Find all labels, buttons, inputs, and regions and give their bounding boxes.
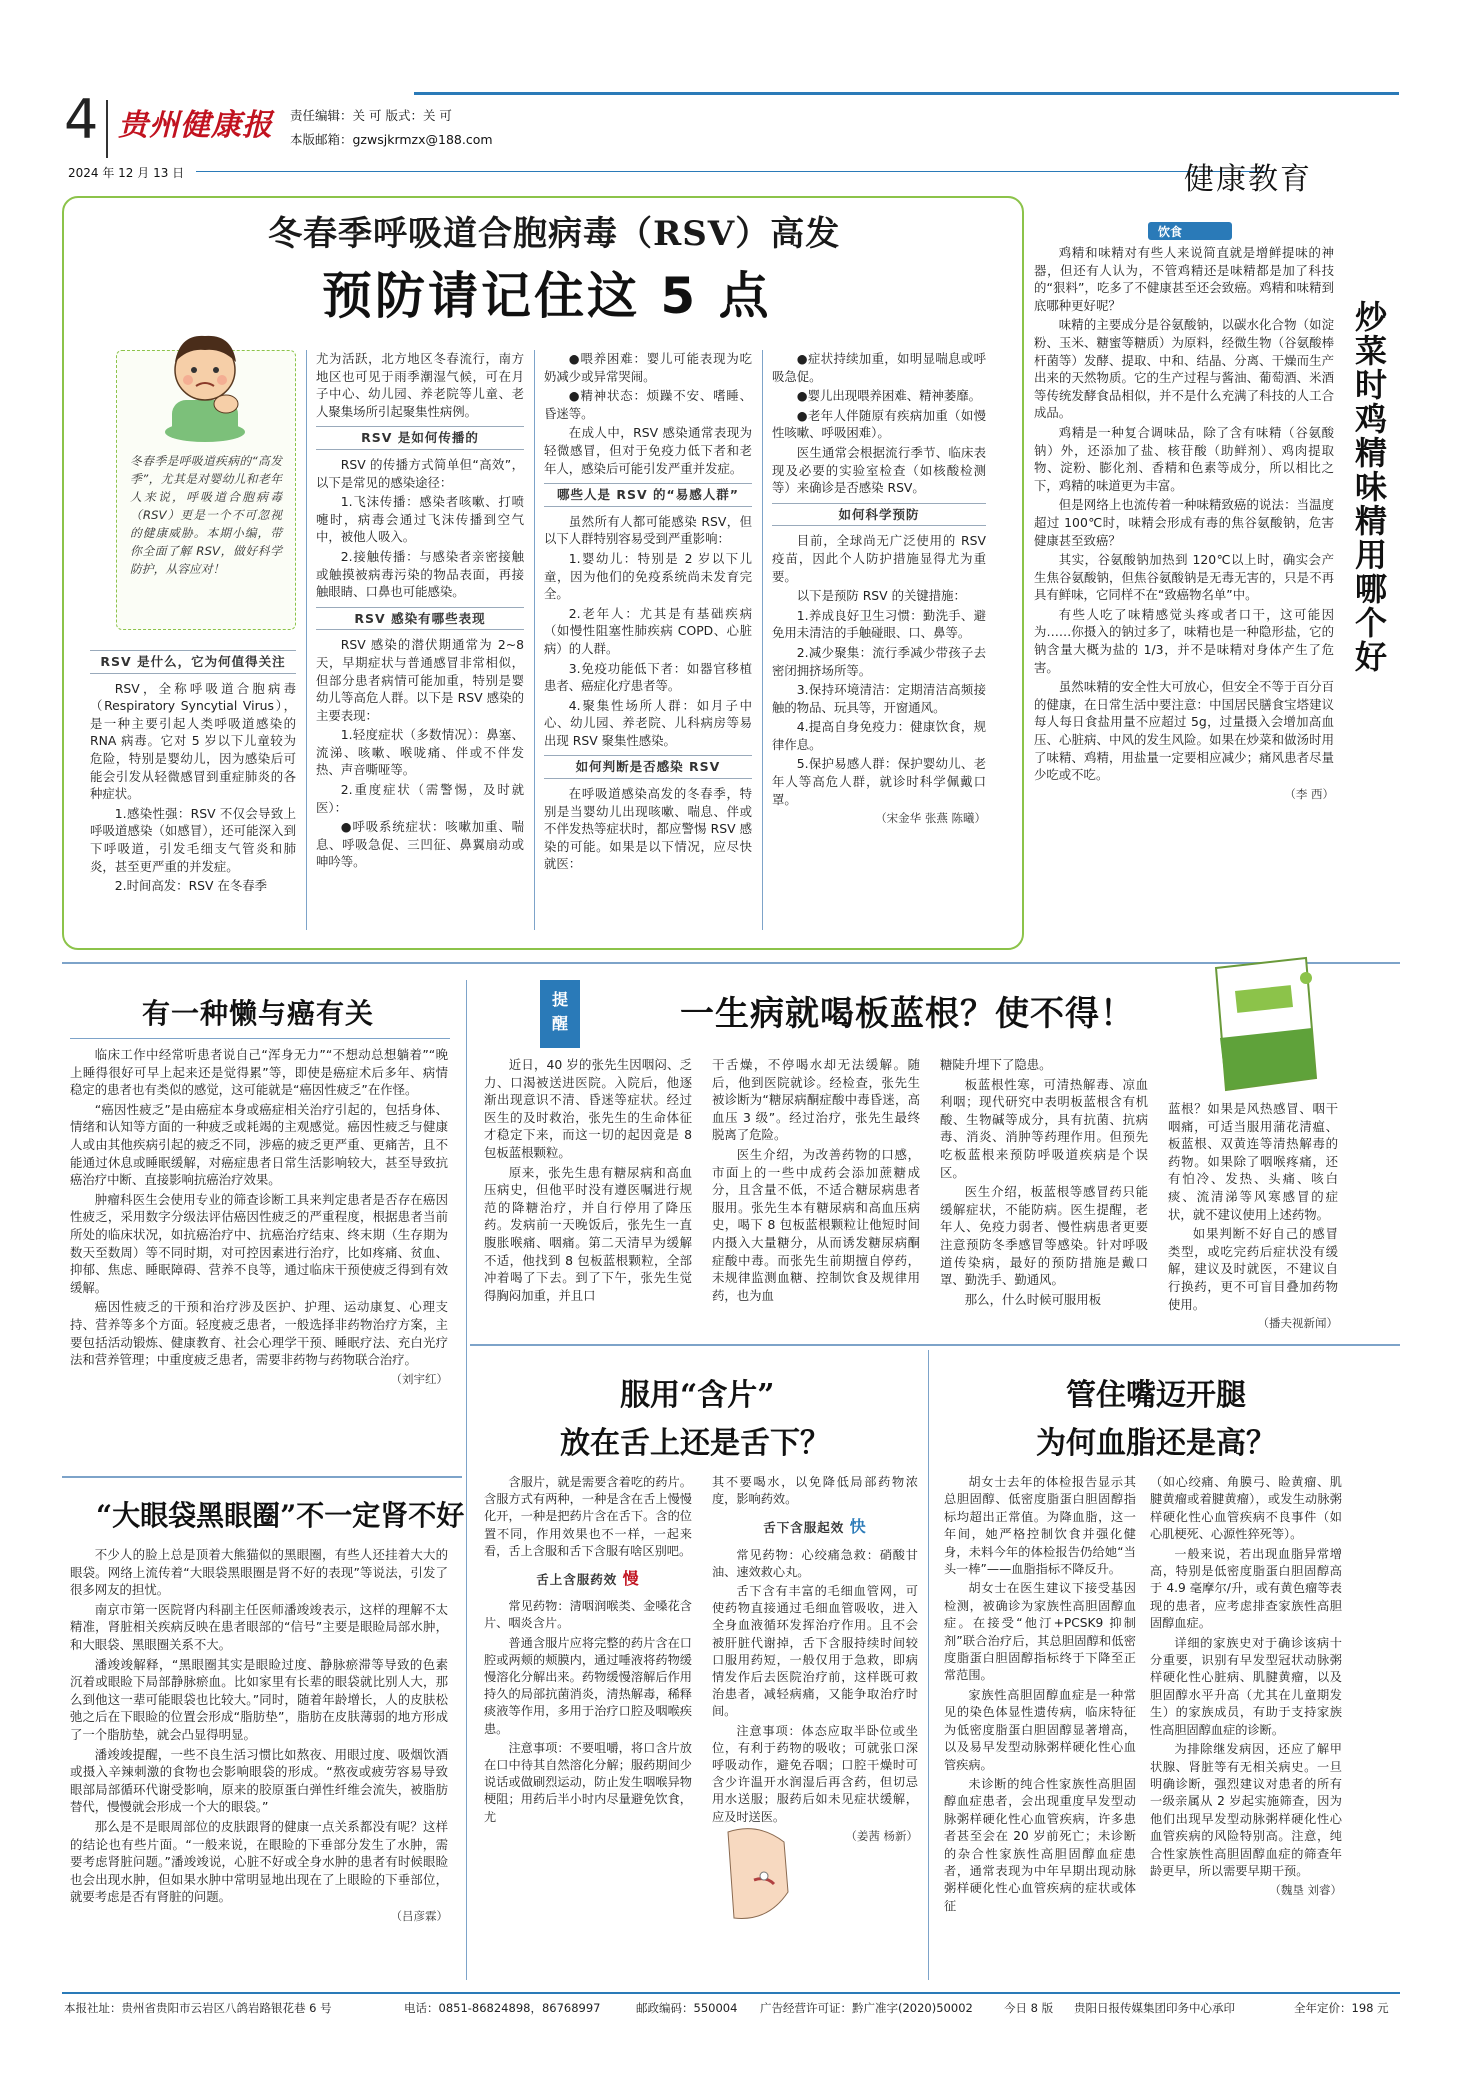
rsv-sec2-p: RSV 的传播方式简单但“高效”，以下是常见的感染途径： (316, 456, 524, 490)
date-line: 2024 年 12 月 13 日 (68, 166, 185, 180)
rsv-col3-p: ●喂养困难：婴儿可能表现为吃奶减少或异常哭闹。 (544, 351, 752, 384)
hanpian-p: 注意事项：体态应取半卧位或坐位，有利于药物的吸收；可就张口深呼吸动作，避免吞咽；口腔干燥时可含少许温开水润湿后再含药，但切忌用水送服；服药后如未见症状缓解，应及时送医。 (712, 1723, 918, 1824)
slow-head-tag: 慢 (622, 1569, 640, 1589)
rsv-sec6-p: 以下是预防 RSV 的关键措施： (796, 588, 966, 604)
chicken-p: 虽然味精的安全性大可放心，但安全不等于百分百的健康，在日常生活中要注意：中国居民膳食宝塔建议每人每日食盐用量不应超过 5g，过量摄入会增加高血压、心脏病、中风的发生风险。如果在炒菜和做汤时用了味精、鸡精，用盐量一定要相应减少；痛风患者尽量少吃或不吃。 (1034, 679, 1334, 783)
rsv-col4-p: ●婴儿出现喂养困难、精神萎靡。 (796, 388, 982, 404)
lazy-body (70, 1046, 448, 1388)
eyebag-byline: （吕彦霖） (390, 1908, 448, 1923)
hanpian-p: 常见药物：心绞痛急救：硝酸甘油、速效救心丸。 (712, 1547, 918, 1579)
lazy-p: 临床工作中经常听患者说自己“浑身无力”“不想动总想躺着”“晚上睡得很好可早上起来还是觉得累”等，即使是癌症术后多年、病情稳定的患者也有类似的感觉，这可能就是“癌因性疲乏”在作怪。 (70, 1047, 448, 1098)
banlangen-p: 医生介绍，为改善药物的口感，市面上的一些中成药会添加蔗糖成分，且含量不低，不适合糖尿病患者服用。张先生本有糖尿病和高血压病史，喝下 8 包板蓝根颗粒让他短时间内摄入大量糖分，从而诱发糖尿病酮症酸中毒。而张先生前期擅自停药，未规律监测血糖、控制饮食及规律用药，也为血 (712, 1146, 920, 1303)
rsv-sec6-p: 1.养成良好卫生习惯：勤洗手、避免用未清洁的手触碰眼、口、鼻等。 (772, 607, 986, 641)
rsv-sec4-head: 哪些人是 RSV 的“易感人群” (544, 483, 752, 507)
lipid-col1 (944, 1474, 1136, 1917)
chicken-p: 鸡精是一种复合调味品，除了含有味精（谷氨酸钠）外，还添加了盐、核苷酸（助鲜剂）、鸡肉提取物、淀粉、膨化剂、香精和色素等成分，所以相比之下，鸡精的味道更为丰富。 (1034, 424, 1334, 493)
hanpian-col1 (484, 1474, 692, 1828)
masthead-rule (196, 171, 1266, 172)
chicken-p: 鸡精和味精对有些人来说简直就是增鲜提味的神器，但还有人认为，不管鸡精还是味精都是加了科技的“狠料”，吃多了不健康甚至还会致癌。鸡精和味精到底哪种更好呢？ (1034, 245, 1334, 313)
rsv-col4-p: 医生通常会根据流行季节、临床表现及必要的实验室检查（如核酸检测等）来确诊是否感染 RSV。 (772, 444, 986, 496)
fast-head (712, 1518, 918, 1536)
lipid-col2 (1150, 1474, 1342, 1900)
banlangen-p: 近日，40 岁的张先生因咽闷、乏力、口渴被送进医院。入院后，他逐渐出现意识不清、昏迷等症状。经过医生的及时救治，张先生的生命体征才稳定下来，而这一切的起因竟是 8 包板蓝根颗粒。 (484, 1057, 692, 1160)
rsv-col2 (316, 350, 524, 873)
lipid-p: 胡女士去年的体检报告显示其总胆固醇、低密度脂蛋白胆固醇指标均超出正常值。为降血脂，这一年间，她严格控制饮食并强化健身，未料今年的体检报告仍给她“当头一棒”——血脂指标不降反升。 (944, 1475, 1136, 1577)
rsv-title-line2: 预防请记住这 5 点 (322, 267, 772, 325)
banlangen-p: 原来，张先生患有糖尿病和高血压病史，但他平时没有遵医嘱进行规范的降糖治疗，并自行停用了降压药。发病前一天晚饭后，张先生一直腹胀喉痛、咽痛。第二天清早为缓解不适，他找到 8 包板蓝根颗粒，全部冲着喝了下去。到了下午，张先生觉得胸闷加重，并且口 (484, 1164, 692, 1303)
rsv-sec2-p: 2.接触传播：与感染者亲密接触或触摸被病毒污染的物品表面，再接触眼睛、口鼻也可能感染。 (316, 548, 524, 600)
rsv-sec2-head: RSV 是如何传播的 (316, 426, 524, 450)
rsv-sec6-p: 5.保护易感人群：保护婴幼儿、老年人等高危人群，就诊时科学佩戴口罩。 (772, 756, 986, 807)
hanpian-p: 其不要喝水，以免降低局部药物浓度，影响药效。 (712, 1475, 918, 1507)
chicken-p: 但是网络上也流传着一种味精致癌的说法：当温度超过 100℃时，味精会形成有毒的焦谷氨酸钠，危害健康甚至致癌？ (1034, 497, 1334, 548)
rsv-sec3-head: RSV 感染有哪些表现 (316, 607, 524, 631)
rsv-sec4-p: 2.老年人：尤其是有基础疾病（如慢性阻塞性肺疾病 COPD、心脏病）的人群。 (544, 605, 752, 656)
chicken-body (1034, 244, 1334, 803)
rsv-col-divider (762, 350, 763, 930)
rsv-sec3-p: 2.重度症状（需警惕，及时就医）： (316, 782, 524, 815)
rsv-col4-p: ●症状持续加重，如明显喘息或呼吸急促。 (772, 351, 986, 384)
tablet-illustration (708, 1822, 800, 1932)
rsv-sec5-p: 在呼吸道感染高发的冬春季，特别是当婴幼儿出现咳嗽、喘息、伴或不伴发热等症状时，都应警惕 RSV 感染的可能。如果是以下情况，应尽快就医： (544, 786, 752, 872)
eyebag-title: “大眼袋黑眼圈”不一定肾不好 (96, 1499, 465, 1532)
lazy-title-rule (70, 1038, 450, 1039)
chicken-p: 其实，谷氨酸钠加热到 120℃以上时，确实会产生焦谷氨酸钠，但焦谷氨酸钠是无毒无害的，只是不再具有鲜味，它同样不在“致癌物名单”中。 (1034, 552, 1334, 603)
hanpian-p: 舌下含有丰富的毛细血管网，可使药物直接通过毛细血管吸收，进入全身血液循环发挥治疗作用。且不会被肝脏代谢掉，舌下含服持续时间较口服用药短，一般仅用于急救，即病情发作后去医院治疗前，这样既可救治患者，减轻病痛，又能争取治疗时间。 (712, 1584, 918, 1719)
paper-name: 贵州健康报 (118, 108, 273, 143)
lazy-p: 肿瘤科医生会使用专业的筛查诊断工具来判定患者是否存在癌因性疲乏，采用数字分级法评估癌因性疲乏的严重程度，根据患者当前所处的临床状况，如抗癌治疗中、抗癌治疗结束、终末期（生存期为数天至数周）等不同时期，对可控因素进行治疗，比如疼痛、贫血、抑郁、焦虑、睡眠障碍、营养不良等，通过临床干预使疲乏得到有效缓解。 (70, 1191, 448, 1295)
eyebag-body (70, 1546, 448, 1925)
lipid-p: （如心绞痛、角膜弓、睑黄瘤、肌腱黄瘤或着腱黄瘤），或发生动脉粥样硬化性心血管疾病不良事件（如心肌梗死、心源性猝死等）。 (1150, 1475, 1342, 1542)
hanpian-title-line2: 放在舌上还是舌下？ (560, 1426, 830, 1461)
lipid-p: 未诊断的纯合性家族性高胆固醇血症患者，会出现重度早发型动脉粥样硬化性心血管疾病，许多患者甚至会在 20 岁前死亡；未诊断的杂合性家族性高胆固醇血症患者，通常表现为中年早期出现动脉粥样硬化性心血管疾病的症状或体征 (944, 1776, 1136, 1913)
banlangen-pack-illustration (1186, 948, 1336, 1098)
banlangen-p: 糖陡升埋下了隐患。 (940, 1057, 1052, 1072)
hanpian-p: 常见药物：清咽润喉类、金嗓花含片、咽炎含片。 (484, 1599, 692, 1631)
top-rule (414, 92, 1399, 95)
lipid-byline: （魏垦 刘睿） (1269, 1883, 1342, 1898)
rsv-col4-p: ●老年人伴随原有疾病加重（如慢性咳嗽、呼吸困难）。 (772, 407, 986, 441)
remind-label-text: 提醒 (552, 990, 569, 1033)
rsv-col4 (772, 350, 986, 828)
lipid-p: 为排除继发病因，还应了解甲状腺、肾脏等有无相关病史。一旦明确诊断，强烈建议对患者的所有一级亲属从 2 岁起实施筛查，因为他们出现早发型动脉粥样硬化性心血管疾病的风险特别高。注意，纯合性家族性高胆固醇血症的筛查年龄更早，所以需要早期干预。 (1150, 1742, 1342, 1878)
sick-child-illustration (150, 322, 260, 442)
rsv-sec5-head: 如何判断是否感染 RSV (544, 755, 752, 779)
page-number: 4 (64, 88, 99, 151)
hanpian-p: 注意事项：不要咀嚼，将口含片放在口中待其自然溶化分解；服药期间少说话或做刷烈运动，防止发生咽喉异物梗阻；用药后半小时内尽量避免饮食，尤 (484, 1740, 692, 1824)
lipid-p: 胡女士在医生建议下接受基因检测，被确诊为家族性高胆固醇血症。在接受“他汀+PCSK9 抑制剂”联合治疗后，其总胆固醇和低密度脂蛋白胆固醇指标终于下降至正常范围。 (944, 1581, 1136, 1683)
banlangen-col3 (940, 1056, 1148, 1310)
hanpian-p: 含服片，就是需要含着吃的药片。含服方式有两种，一种是含在舌上慢慢化开，一种是把药片含在舌下。含的位置不同，作用效果也不一样，一起来看，舌上含服和舌下含服有啥区别吧。 (484, 1475, 692, 1558)
lipid-p: 一般来说，若出现血脂异常增高，特别是低密度脂蛋白胆固醇高于 4.9 毫摩尔/升，或有黄色瘤等表现的患者，应考虑排查家族性高胆固醇血症。 (1150, 1546, 1342, 1631)
rsv-byline: （宋金华 张燕 陈曦） (875, 811, 986, 826)
footer-postcode: 邮政编码：550004 (636, 2001, 738, 2015)
eyebag-p: 那么是不是眼周部位的皮肤跟肾的健康一点关系都没有呢？这样的结论也有些片面。“一般来说，在眼睑的下垂部分发生了水肿，需要考虑肾脏问题。”潘竣竣说，心脏不好或全身水肿的患者有时候眼睑也会出现水肿，但如果水肿中常明显地出现在了上眼睑的下垂部位，就要考虑是否有肾脏的问题。 (70, 1818, 448, 1905)
rsv-sec1-head: RSV 是什么，它为何值得关注 (90, 650, 296, 674)
rsv-sec4-p: 虽然所有人都可能感染 RSV，但以下人群特别容易受到严重影响： (544, 513, 752, 547)
lazy-title: 有一种懒与癌有关 (142, 997, 375, 1030)
lipid-p: 详细的家族史对于确诊该病十分重要，识别有早发型冠状动脉粥样硬化性心脏病、肌腱黄瘤，以及胆固醇水平升高（尤其在儿童期发生）的家族成员，有助于支持家族性高胆固醇血症的诊断。 (1150, 1635, 1342, 1737)
banlangen-col4 (1168, 1100, 1338, 1333)
hanpian-byline: （姜茜 杨新） (845, 1828, 918, 1843)
banlangen-byline: （播夫视新闻） (1257, 1316, 1338, 1331)
footer-phone: 电话：0851-86824898，86768997 (404, 2001, 601, 2015)
footer-printer: 贵阳日报传媒集团印务中心承印 (1074, 2001, 1235, 2015)
banlangen-p: 蓝根？如果是风热感冒、咽干咽痛，可适当服用蒲花清瘟、板蓝根、双黄连等清热解毒的药物。如果除了咽喉疼痛，还有怕冷、发热、头痛、咳白痰、流清涕等风寒感冒的症状，就不建议使用上述药物。 (1168, 1101, 1338, 1222)
eyebag-p: 南京市第一医院肾内科副主任医师潘竣竣表示，这样的理解不太精准，肾脏相关疾病反映在患者眼部的“信号”主要是眼睑局部水肿，和大眼袋、黑眼圈关系不大。 (70, 1601, 448, 1652)
chicken-title: 炒菜时鸡精味精用哪个好 (1350, 300, 1388, 674)
hanpian-title-line1: 服用“含片” (620, 1378, 775, 1413)
section-rule (470, 1344, 1400, 1346)
chicken-byline: （李 西） (1284, 786, 1334, 801)
rsv-sec1-p: RSV，全称呼吸道合胞病毒（Respiratory Syncytial Virus），是一种主要引起人类呼吸道感染的 RNA 病毒。它对 5 岁以下儿童较为危险，特别是婴幼儿，因为感染后可能会引发从轻微感冒到重症肺炎的各种症状。 (90, 680, 296, 802)
section-name: 健康教育 (1184, 162, 1312, 197)
diet-label-text: 饮食 (1158, 225, 1183, 239)
eyebag-p: 潘竣竣解释，“黑眼圈其实是眼睑过度、静脉瘀滞等导致的色素沉着或眼睑下局部静脉瘀血。比如家里有长辈的眼袋就比别人大，那么到他这一辈可能眼袋也比较大。”同时，随着年龄增长，人的皮肤松弛之后在下眼睑的位置会形成“脂肪垫”，脂肪在皮肤薄弱的地方形成了一个脂肪垫，就会凸显得明显。 (70, 1656, 448, 1742)
rsv-col3 (544, 350, 752, 875)
footer-rule (62, 1992, 1400, 1994)
lipid-title-line1: 管住嘴迈开腿 (1066, 1378, 1246, 1413)
rsv-sec3-p: RSV 感染的潜伏期通常为 2~8 天，早期症状与普通感冒非常相似，但部分患者病情可能加重，特别是婴幼儿等高危人群。以下是 RSV 感染的主要表现： (316, 637, 524, 723)
rsv-sec3-p: ●呼吸系统症状：咳嗽加重、喘息、呼吸急促、三凹征、鼻翼扇动或呻吟等。 (316, 819, 524, 870)
banlangen-p: 板蓝根性寒，可清热解毒、凉血利咽；现代研究中表明板蓝根含有机酸、生物碱等成分，具有抗菌、抗病毒、消炎、消肿等药理作用。但预先吃板蓝根来预防呼吸道疾病是个误区。 (940, 1076, 1148, 1180)
rsv-col-divider (306, 350, 307, 930)
banlangen-p: 干舌燥，不停喝水却无法缓解。随后，他到医院就诊。经检查，张先生被诊断为“糖尿病酮症酸中毒昏迷，高血压 3 级”。经过治疗，张先生最终脱离了危险。 (712, 1057, 920, 1143)
lazy-p: 癌因性疲乏的干预和治疗涉及医护、护理、运动康复、心理支持、营养等多个方面。轻度疲乏患者，一般选择非药物治疗方案，主要包括活动锻炼、健康教育、社会心理学干预、睡眠疗法、充白光疗法和营养管理；中重度疲乏患者，需要非药物与药物联合治疗。 (70, 1299, 448, 1368)
editor-line: 责任编辑：关 可 版式：关 可 (290, 108, 452, 123)
rsv-sec4-p: 4.聚集性场所人群：如月子中心、幼儿园、养老院、儿科病房等易出现 RSV 聚集性感染。 (544, 697, 752, 748)
banlangen-p: 如果判断不好自己的感冒类型，或吃完药后症状没有缓解，建议及时就医，不建议自行换药，更不可盲目叠加药物使用。 (1168, 1226, 1338, 1312)
hanpian-p: 普通含服片应将完整的药片含在口腔或两颊的颊膜内，通过唾液将药物缓慢溶化分解出来。药物缓慢溶解后作用持久的局部抗菌消炎，清热解毒，稀释痰液等作用，多用于治疗口腔及咽喉疾患。 (484, 1635, 692, 1736)
remind-label (540, 980, 580, 1048)
lipid-p: 家族性高胆固醇血症是一种常见的染色体显性遗传病，临床特征为低密度脂蛋白胆固醇显著增高，以及易早发型动脉粥样硬化性心血管疾病。 (944, 1687, 1136, 1772)
diet-label (1148, 222, 1232, 240)
footer-license: 广告经营许可证：黔广准字(2020)50002 (760, 2001, 973, 2015)
column-divider (928, 1350, 929, 1980)
rsv-col-divider (534, 350, 535, 930)
banlangen-title: 一生病就喝板蓝根？使不得！ (680, 994, 1135, 1034)
rsv-title-line1: 冬春季呼吸道合胞病毒（RSV）高发 (268, 214, 841, 254)
banlangen-p: 医生介绍，板蓝根等感冒药只能缓解症状，不能防病。医生提醒，老年人、免疫力弱者、慢性病患者更要注意预防冬季感冒等感染。针对呼吸道传染病，最好的预防措施是戴口罩、勤洗手、勤通风。 (940, 1184, 1148, 1288)
rsv-col3-p: 在成人中，RSV 感染通常表现为轻微感冒，但对于免疫力低下者和老年人，感染后可能引发严重并发症。 (544, 425, 752, 476)
banlangen-p: 那么，什么时候可服用板 (964, 1291, 1102, 1307)
rsv-sec6-p: 2.减少聚集：流行季减少带孩子去密闭拥挤场所等。 (772, 644, 986, 678)
chicken-p: 有些人吃了味精感觉头疼或者口干，这可能因为……你摄入的钠过多了，味精也是一种隐形盐，它的钠含量大概为盐的 1/3，并不是味精对身体产生了危害。 (1034, 606, 1334, 675)
column-divider (466, 980, 467, 1980)
rsv-sec2-p: 1.飞沫传播：感染者咳嗽、打喷嚏时，病毒会通过飞沫传播到空气中，被他人吸入。 (316, 494, 524, 545)
lazy-p: “癌因性疲乏”是由癌症本身或癌症相关治疗引起的，包括身体、情绪和认知等方面的一种疲乏或耗竭的主观感觉。癌因性疲乏与健康人或由其他疾病引起的疲乏不同，涉癌的疲乏更严重、更痛苦，且不能通过休息或睡眠缓解，对癌症患者日常生活影响较大，甚至导致抗癌治疗中断、直接影响抗癌治疗效果。 (70, 1101, 448, 1188)
rsv-sec3-p: 1.轻度症状（多数情况）：鼻塞、流涕、咳嗽、喉咙痛、伴或不伴发热、声音嘶哑等。 (316, 727, 524, 778)
eyebag-p: 潘竣竣提醒，一些不良生活习惯比如熬夜、用眼过度、吸烟饮酒或摄入辛辣刺激的食物也会影响眼袋的形成。“熬夜或疲劳容易导致眼部局部循环代谢受影响，原来的胶原蛋白弹性纤维会流失，被脂肪替代，慢慢就会形成一个大的眼袋。” (70, 1746, 448, 1815)
masthead (64, 88, 1399, 197)
lazy-byline: （刘宇红） (390, 1371, 448, 1386)
rsv-sec6-p: 3.保持环境清洁：定期清洁高频接触的物品、玩具等，开窗通风。 (772, 682, 986, 715)
fast-head-text: 舌下含服起效 (763, 1520, 845, 1536)
slow-head (484, 1570, 692, 1588)
banlangen-col2 (712, 1056, 920, 1306)
lipid-title-line2: 为何血脂还是高？ (1036, 1426, 1276, 1461)
rsv-sec6-head: 如何科学预防 (772, 503, 986, 527)
section-rule (62, 1476, 462, 1478)
banlangen-col1 (484, 1056, 692, 1306)
rsv-intro: 冬春季是呼吸道疾病的“高发季”，尤其是对婴幼儿和老年人来说，呼吸道合胞病毒（RSV）更是一个不可忽视的健康威胁。本期小编，带你全面了解 RSV，做好科学防护，从容应对！ (130, 454, 282, 576)
email-line: 本版邮箱：gzwsjkrmzx@188.com (290, 132, 493, 147)
rsv-sec4-p: 3.免疫功能低下者：如器官移植患者、癌症化疗患者等。 (544, 660, 752, 694)
rsv-sec6-p: 4.提高自身免疫力：健康饮食，规律作息。 (772, 719, 986, 752)
chicken-p: 味精的主要成分是谷氨酸钠，以碳水化合物（如淀粉、玉米、糖蜜等糖质）为原料，经微生物（谷氨酸棒杆菌等）发酵、提取、中和、结晶、分离、干燥而生产出来的天然物质。它的生产过程与酱油、葡萄酒、米酒等传统发酵食品相似，并不是什么充满了科技的人工合成品。 (1034, 317, 1334, 421)
footer-address: 本报社址：贵州省贵阳市云岩区八鸽岩路银花巷 6 号 (64, 2001, 332, 2015)
eyebag-p: 不少人的脸上总是顶着大熊猫似的黑眼圈，有些人还挂着大大的眼袋。网络上流传着“大眼袋黑眼圈是肾不好的表现”等说法，引发了很多网友的担忧。 (70, 1547, 448, 1598)
rsv-col2-p: 尤为活跃，北方地区冬春流行，南方地区也可见于雨季潮湿气候，可在月子中心、幼儿园、养老院等儿童、老人聚集场所引起聚集性病例。 (316, 351, 524, 419)
footer-price: 全年定价：198 元 (1294, 2001, 1389, 2015)
rsv-sec4-p: 1.婴幼儿：特别是 2 岁以下儿童，因为他们的免疫系统尚未发育完全。 (544, 550, 752, 602)
hanpian-col2 (712, 1474, 918, 1845)
rsv-sec1-p: 2.时间高发：RSV 在冬春季 (114, 878, 268, 894)
slow-head-text: 舌上含服药效 (536, 1572, 618, 1588)
footer-pages: 今日 8 版 (1004, 2001, 1054, 2015)
fast-head-tag: 快 (849, 1517, 867, 1537)
rsv-sec1-p: 1.感染性强：RSV 不仅会导致上呼吸道感染（如感冒），还可能深入到下呼吸道，引发毛细支气管炎和肺炎，甚至更严重的并发症。 (90, 805, 296, 874)
rsv-col3-p: ●精神状态：烦躁不安、嗜睡、昏迷等。 (544, 388, 752, 421)
masthead-divider (106, 100, 108, 158)
rsv-sec6-p: 目前，全球尚无广泛使用的 RSV 疫苗，因此个人防护措施显得尤为重要。 (772, 533, 986, 584)
footer (64, 2000, 1400, 2020)
rsv-col1 (90, 644, 296, 897)
